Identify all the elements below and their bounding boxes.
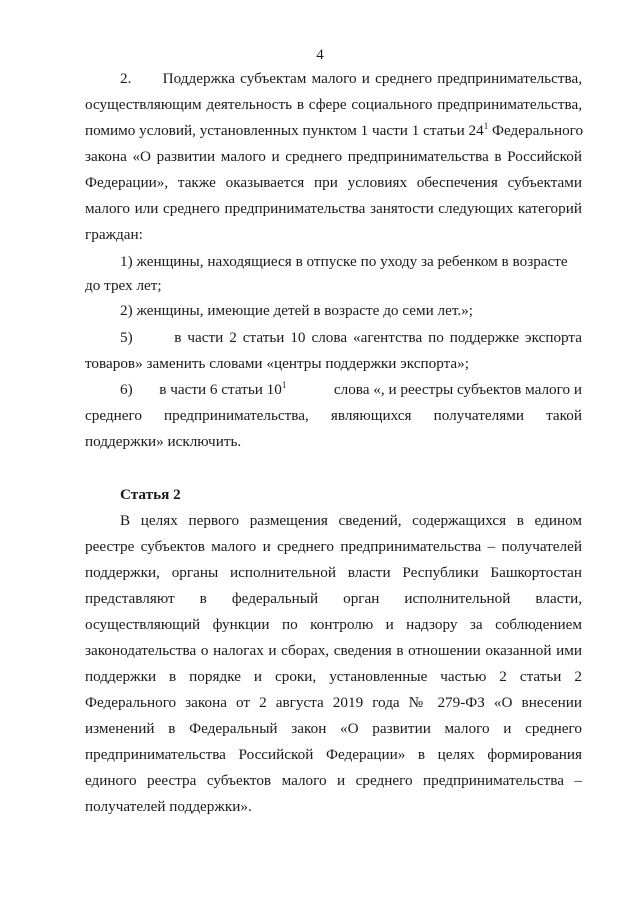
list-item-line: поддержки» исключить. [85,433,242,450]
paragraph-line: получателей поддержки». [85,798,252,815]
paragraph-text: помимо условий, установленных пунктом 1 части 1 статьи 24 [85,122,484,139]
list-item-line: 2) женщины, имеющие детей в возрасте до семи лет.»; [120,302,473,319]
article-heading: Статья 2 [120,486,181,503]
paragraph-line: В целях первого размещения сведений, содержащихся в едином [120,512,582,529]
paragraph-line: граждан: [85,226,143,243]
paragraph-line: реестре субъектов малого и среднего предпринимательства – получателей [85,538,582,555]
paragraph-line: Федерального закона от 2 августа 2019 года № 279-ФЗ «О внесении [85,694,582,711]
paragraph-line: изменений в Федеральный закон «О развитии малого и среднего [85,720,582,737]
paragraph-line: осуществляющим деятельность в сфере социального предпринимательства, [85,96,582,113]
paragraph-line: поддержки, органы исполнительной власти Республики Башкортостан [85,564,582,581]
list-item-line: 5) в части 2 статьи 10 слова «агентства по поддержке экспорта [120,329,582,346]
superscript: 1 [483,121,489,131]
list-item-line: среднего предпринимательства, являющихся получателями такой [85,407,582,424]
paragraph-line: закона «О развитии малого и среднего предпринимательства в Российской [85,148,582,165]
list-item-text [120,381,286,399]
paragraph-line: 2. Поддержка субъектам малого и среднего предпринимательства, [120,70,582,87]
superscript: 1 [281,380,287,390]
paragraph-text: Федерального [488,122,584,139]
paragraph-line: единого реестра субъектов малого и среднего предпринимательства – [85,772,582,789]
list-item-line: до трех лет; [85,277,162,294]
paragraph-line: законодательства о налогах и сборах, сведения в отношении оказанной ими [85,642,582,659]
list-item-line: товаров» заменить словами «центры поддержки экспорта»; [85,355,469,372]
paragraph-line: предпринимательства Российской Федерации» в целях формирования [85,746,582,763]
paragraph-line: поддержки в порядке и сроки, установленные частью 2 статьи 2 [85,668,582,685]
list-item-line [120,381,582,399]
paragraph-line: малого или среднего предпринимательства занятости следующих категорий [85,200,582,217]
list-item-text-b: слова «, и реестры субъектов малого и [333,381,582,398]
page-number: 4 [316,47,324,63]
list-item-line: 1) женщины, находящиеся в отпуске по уходу за ребенком в возрасте [120,253,568,270]
paragraph-line [85,122,583,140]
list-item-text-a: 6) в части 6 статьи 10 [120,381,282,398]
paragraph-line: представляют в федеральный орган исполнительной власти, [85,590,582,607]
paragraph-line: осуществляющий функции по контролю и надзору за соблюдением [85,616,582,633]
paragraph-line: Федерации», также оказывается при условиях обеспечения субъектами [85,174,582,191]
